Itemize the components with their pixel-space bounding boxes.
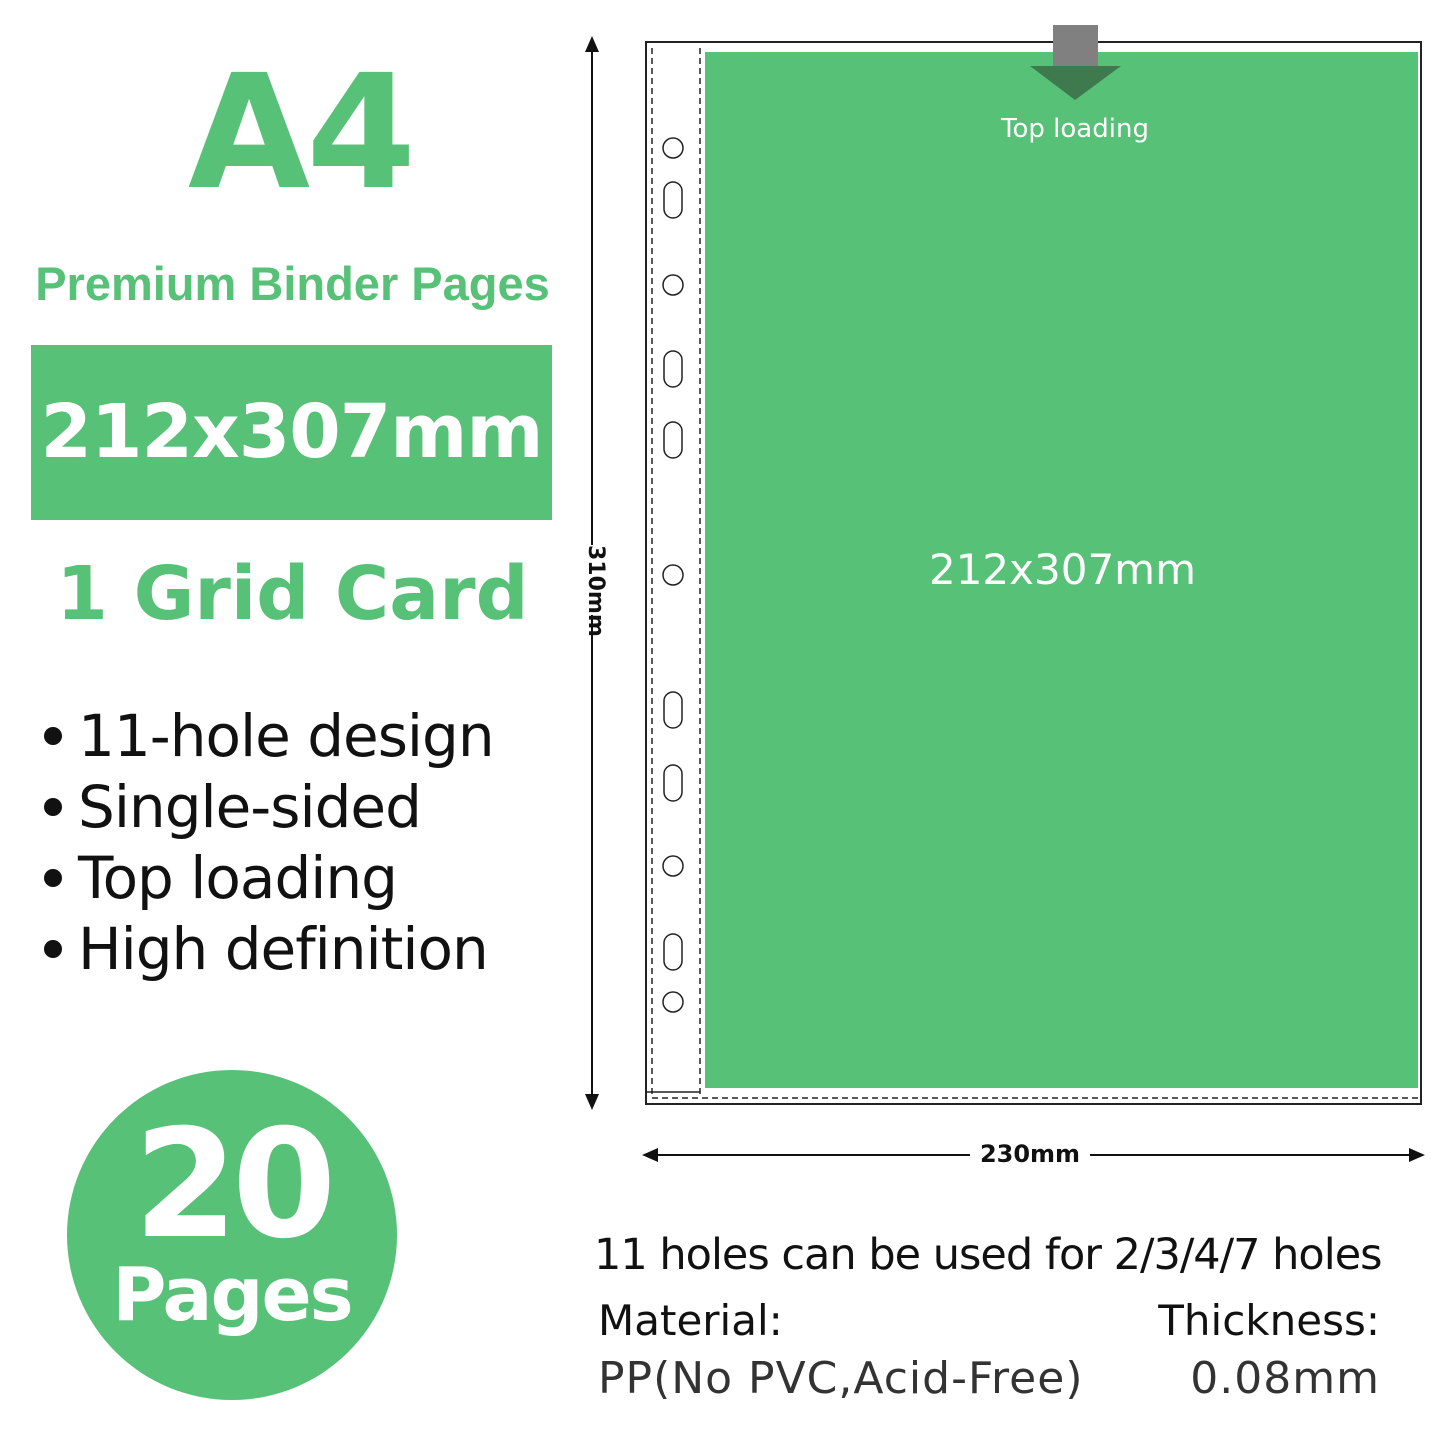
bullet-icon [44,869,62,887]
feature-item [44,700,564,771]
bullet-icon [44,727,62,745]
hole-compatibility-text: 11 holes can be used for 2/3/4/7 holes [594,1230,1382,1280]
bullet-icon [44,940,62,958]
feature-text: Top loading [78,843,397,912]
punch-hole [663,275,683,295]
material-label: Material: [598,1296,783,1345]
product-subtitle: Premium Binder Pages [35,257,550,310]
bullet-icon [44,798,62,816]
punch-hole [664,934,682,970]
size-box-label: 212x307mm [40,389,543,475]
feature-item [44,842,564,913]
grid-label: 1 Grid Card [56,551,529,637]
binder-page-diagram [570,20,1440,1180]
punch-hole [663,565,683,585]
punch-hole [663,992,683,1012]
feature-text: Single-sided [78,772,421,841]
thickness-label: Thickness: [1158,1296,1380,1345]
pages-count: 20 [133,1098,331,1272]
feature-item [44,913,564,984]
sheet-size-label: 212x307mm [928,545,1196,594]
punch-hole [664,765,682,801]
feature-text: 11-hole design [78,701,494,770]
top-loading-label: Top loading [1001,114,1149,144]
thickness-value: 0.08mm [1190,1353,1380,1404]
size-title: A4 [187,41,413,225]
material-value: PP(No PVC,Acid-Free) [598,1353,1084,1404]
punch-hole [664,692,682,728]
feature-text: High definition [78,914,488,983]
punch-hole [664,351,682,387]
width-dimension-label: 230mm [970,1136,1090,1172]
pages-label: Pages [112,1252,352,1338]
punch-hole [663,856,683,876]
punch-hole [664,182,682,218]
height-dimension-label: 310mm [575,545,615,615]
punch-hole [663,138,683,158]
feature-list [44,700,564,984]
feature-item [44,771,564,842]
punch-hole [664,422,682,458]
